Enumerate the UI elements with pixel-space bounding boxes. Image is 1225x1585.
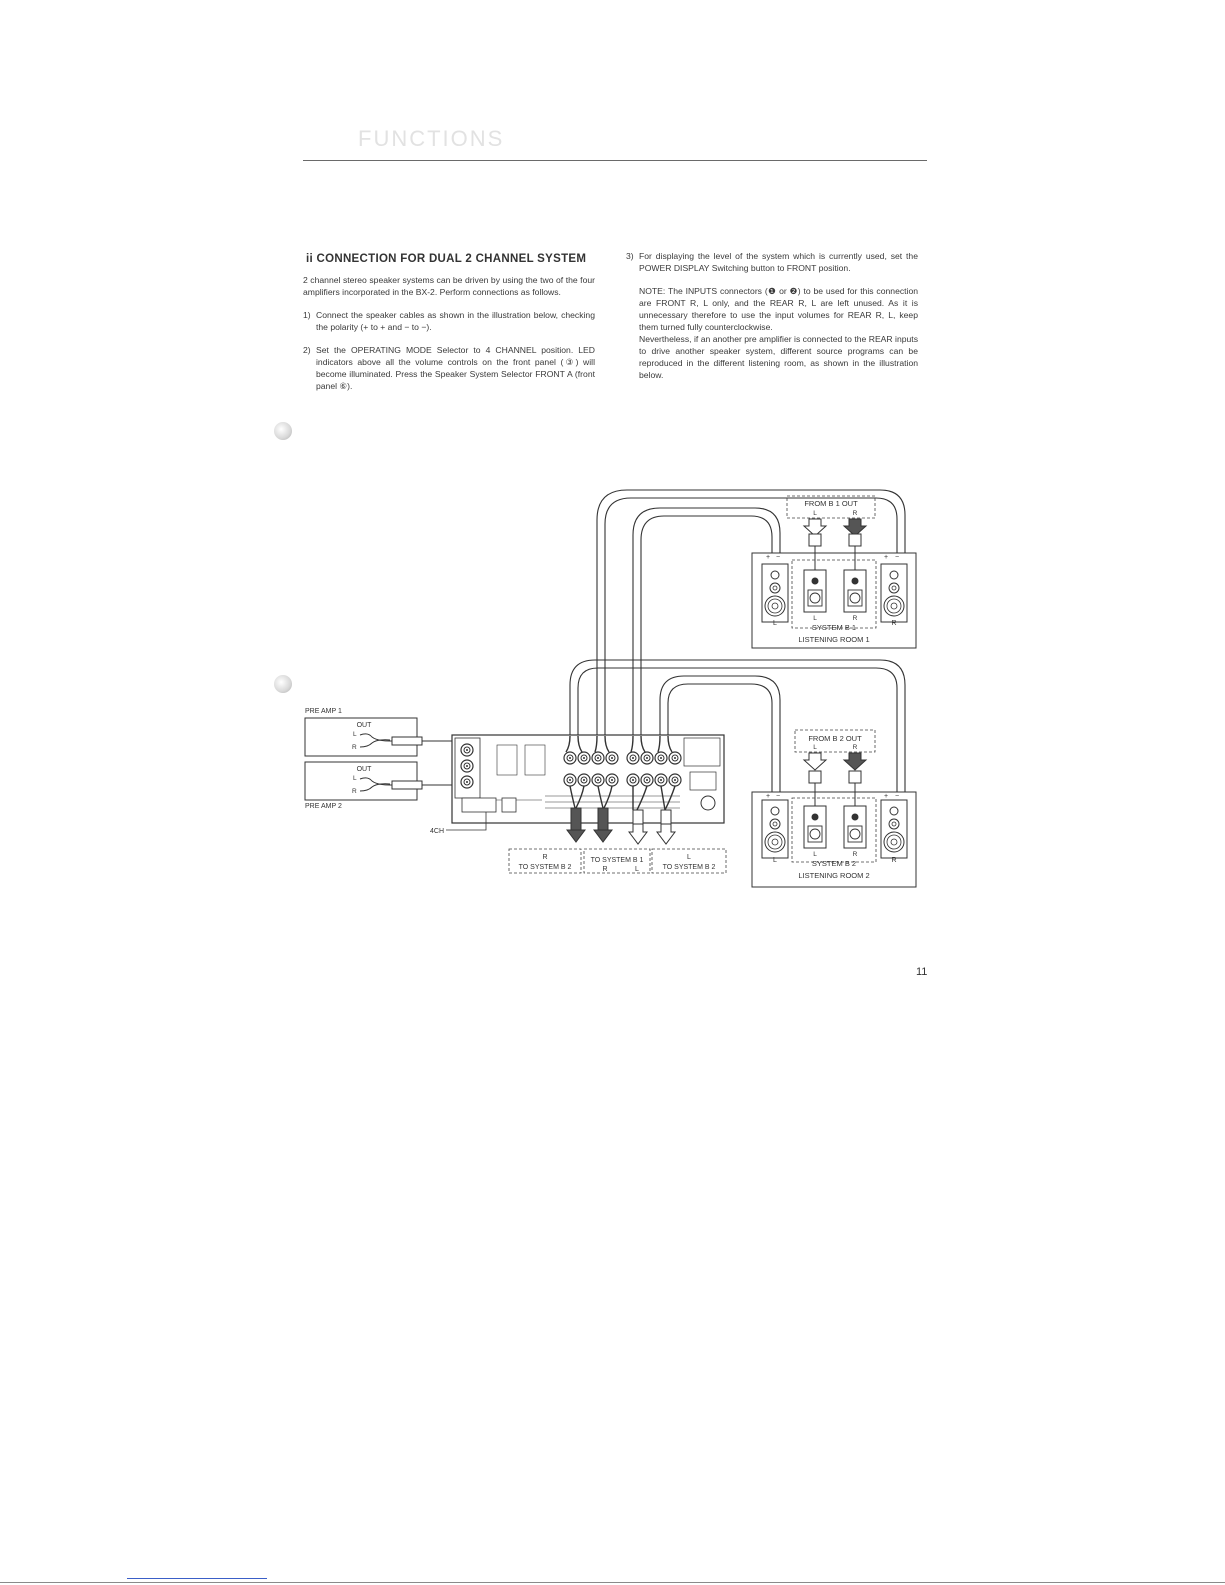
pre-amp-1 <box>305 708 417 756</box>
pre-amp-1-r: R <box>352 744 357 751</box>
room2-left-plus: + <box>766 793 771 800</box>
room1-left-plus: + <box>766 554 771 561</box>
listening-room-2 <box>752 730 916 887</box>
from-b1-l: L <box>813 510 817 517</box>
room2-speaker-l: L <box>773 857 777 864</box>
bottom-rule <box>0 1582 1225 1583</box>
to-b1-l: L <box>635 866 639 873</box>
pre-amp-2-label: PRE AMP 2 <box>305 803 342 810</box>
step-2-text: Set the OPERATING MODE Selector to 4 CHANNEL position. LED indicators above all the volume controls on the front panel (③) will become illuminated. Press the Speaker System Selector FRONT A (front panel ⑥). <box>316 345 595 391</box>
intro-paragraph: 2 channel stereo speaker systems can be driven by using the two of the four amplifiers incorporated in the BX-2. Perform connections as follows. <box>303 275 595 297</box>
to-b2-left-r: R <box>542 854 548 861</box>
note-text: NOTE: The INPUTS connectors (❶ or ❷) to be used for this connection are FRONT R, L only, and the REAR R, L are left unused. As it is unnecessary therefore to use the input volumes for REAR R, L, keep them turned fully counterclockwise. <box>639 286 918 332</box>
from-b2-label: FROM B 2 OUT <box>808 734 862 743</box>
faint-section-header: FUNCTIONS <box>358 126 505 151</box>
to-b1-r: R <box>602 866 608 873</box>
pre-amp-1-label: PRE AMP 1 <box>305 708 342 715</box>
room2-right-minus: − <box>895 793 900 800</box>
from-b2-l: L <box>813 744 817 751</box>
section-heading: ii CONNECTION FOR DUAL 2 CHANNEL SYSTEM <box>306 253 587 265</box>
room1-small-l: L <box>813 615 817 622</box>
step-1-number: 1) <box>303 310 311 320</box>
room2-left-minus: − <box>776 793 781 800</box>
bottom-link-underline <box>127 1578 267 1579</box>
system-b1-label: SYSTEM B 1 <box>811 623 857 632</box>
room1-label: LISTENING ROOM 1 <box>798 635 870 644</box>
from-b2-r: R <box>852 744 858 751</box>
step-3-text: For displaying the level of the system which is currently used, set the POWER DISPLAY Switching button to FRONT position. <box>639 251 918 273</box>
system-b2-label: SYSTEM B 2 <box>811 859 857 868</box>
step-3-number: 3) <box>626 251 634 261</box>
room1-speaker-l: L <box>773 620 777 627</box>
step-1-text: Connect the speaker cables as shown in the illustration below, checking the polarity (+ to + and − to −). <box>316 310 595 332</box>
pre-amp-2-r: R <box>352 788 357 795</box>
4ch-label: 4CH <box>430 828 445 835</box>
room1-left-minus: − <box>776 554 781 561</box>
room2-right-plus: + <box>884 793 889 800</box>
room1-speaker-r: R <box>891 620 897 627</box>
room2-small-r: R <box>852 851 858 858</box>
page-number: 11 <box>916 966 928 978</box>
room1-small-r: R <box>852 615 858 622</box>
to-system-b2-right: TO SYSTEM B 2 <box>662 864 716 871</box>
room2-label: LISTENING ROOM 2 <box>798 871 870 880</box>
from-b1-label: FROM B 1 OUT <box>804 499 858 508</box>
room1-right-plus: + <box>884 554 889 561</box>
room2-speaker-r: R <box>891 857 897 864</box>
room1-right-minus: − <box>895 554 900 561</box>
pre-amp-1-out: OUT <box>356 722 372 729</box>
pre-amp-1-l: L <box>353 731 357 738</box>
note-text-2: Nevertheless, if an another pre amplifier is connected to the REAR inputs to drive another speaker system, different source programs can be reproduced in the different listening room, as shown in the illustration below. <box>639 334 918 380</box>
pre-amp-2-out: OUT <box>356 766 372 773</box>
to-b2-right-l: L <box>687 854 691 861</box>
to-system-b2-left: TO SYSTEM B 2 <box>518 864 572 871</box>
to-system-b1: TO SYSTEM B 1 <box>590 857 644 864</box>
from-b1-r: R <box>852 510 858 517</box>
room2-small-l: L <box>813 851 817 858</box>
pre-amp-2-l: L <box>353 775 357 782</box>
step-2-number: 2) <box>303 345 311 355</box>
